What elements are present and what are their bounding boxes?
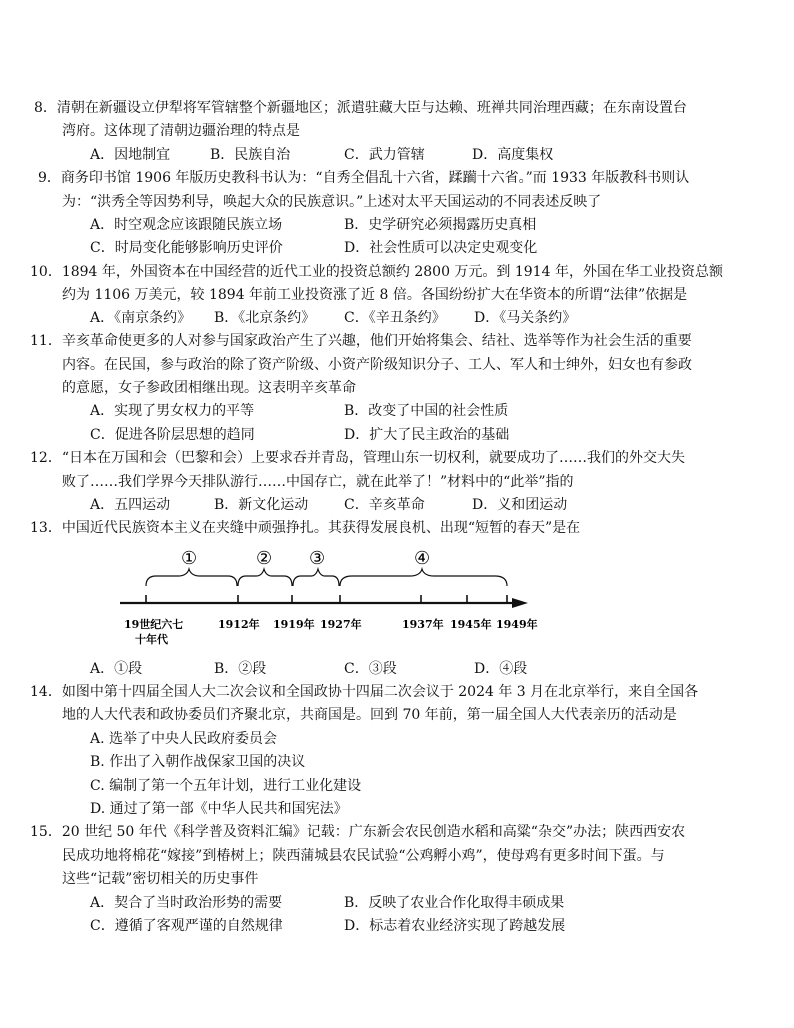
q12-option-b: B．新文化运动	[214, 497, 309, 513]
q14-option-d: D. 通过了第一部《中华人民共和国宪法》	[90, 801, 348, 817]
q11-option-b: B．改变了中国的社会性质	[344, 403, 509, 419]
q15-option-d: D．标志着农业经济实现了跨越发展	[344, 918, 566, 934]
q13-option-a: A．①段	[90, 661, 143, 677]
q15-line3: 这些“记载”密切相关的历史事件	[62, 871, 259, 887]
segment-3-label: ③	[309, 548, 326, 569]
q11-line1: 11．辛亥革命使更多的人对参与国家政治产生了兴趣，他们开始将集会、结社、选举等作为社会生活的重要	[30, 333, 692, 349]
q8-option-a: A．因地制宜	[90, 147, 171, 163]
q12-line2: 败了……我们学界今天排队游行……中国存亡，就在此举了！”材料中的“此举”指的	[62, 474, 574, 490]
q15-option-b: B．反映了农业合作化取得丰硕成果	[344, 895, 565, 911]
q9-line1: 9．商务印书馆 1906 年版历史教科书认为：“自秀全倡乱十六省，蹂躏十六省。”而 1933 年版教科书则认	[38, 170, 690, 186]
q14-option-c: C. 编制了第一个五年计划，进行工业化建设	[90, 778, 362, 794]
q10-option-c: C．《辛丑条约》	[344, 310, 446, 326]
tick-label-1860s-line1: 19世纪六七	[124, 618, 184, 631]
q8-line2: 湾府。这体现了清朝边疆治理的特点是	[62, 123, 300, 139]
q11-option-c: C．促进各阶层思想的趋同	[90, 427, 255, 443]
q14-line2: 地的人大代表和政协委员们齐聚北京，共商国是。回到 70 年前，第一届全国人大代表亲历的活动是	[62, 707, 677, 723]
q9-option-c: C．时局变化能够影响历史评价	[90, 240, 283, 256]
q9-option-b: B．史学研究必须揭露历史真相	[344, 217, 537, 233]
q9-option-a: A．时空观念应该跟随民族立场	[90, 217, 283, 233]
q12-option-c: C．辛亥革命	[344, 497, 425, 513]
q13-option-d: D．④段	[474, 661, 528, 677]
q12-option-a: A．五四运动	[90, 497, 171, 513]
timeline-diagram	[0, 542, 794, 652]
tick-label-1912: 1912年	[218, 618, 260, 631]
q10-line2: 约为 1106 万美元，较 1894 年前工业投资涨了近 8 倍。各国纷纷扩大在华资本的所谓“法律”依据是	[62, 287, 688, 303]
q15-line1: 15．20 世纪 50 年代《科学普及资料汇编》记载：广东新会农民创造水稻和高粱“杂交”办法；陕西西安农	[30, 824, 686, 840]
q8-option-d: D．高度集权	[472, 147, 554, 163]
segment-1-label: ①	[181, 548, 198, 569]
segment-4-label: ④	[414, 548, 431, 569]
q13-option-b: B．②段	[214, 661, 267, 677]
q8-option-b: B．民族自治	[210, 147, 291, 163]
segment-1-brace	[146, 569, 237, 586]
q10-line1: 10．1894 年，外国资本在中国经营的近代工业的投资总额约 2800 万元。到 1914 年，外国在华工业投资总额	[30, 264, 723, 280]
q12-option-d: D．义和团运动	[472, 497, 568, 513]
q13-option-c: C．③段	[344, 661, 397, 677]
q14-line1: 14．如图中第十四届全国人大二次会议和全国政协十四届二次会议于 2024 年 3 月在北京举行，来自全国各	[30, 684, 699, 700]
segment-2-brace	[238, 569, 292, 586]
q9-line2: 为：“洪秀全等因势利导，唤起大众的民族意识。”上述对太平天国运动的不同表述反映了	[62, 194, 602, 210]
q8-line1: 8．清朝在新疆设立伊犁将军管辖整个新疆地区；派遣驻藏大臣与达赖、班禅共同治理西藏；在东南设置台	[34, 100, 687, 116]
q8-option-c: C．武力管辖	[344, 147, 425, 163]
q13-line1: 13．中国近代民族资本主义在夹缝中顽强挣扎。其获得发展良机、出现“短暂的春天”是在	[30, 520, 581, 536]
tick-label-1927: 1927年	[320, 618, 362, 631]
tick-label-1937: 1937年	[402, 618, 444, 631]
q12-line1: 12．“日本在万国和会（巴黎和会）上要求吞并青岛，管理山东一切权利，就要成功了……我们的外交大失	[30, 450, 685, 466]
q10-option-b: B．《北京条约》	[214, 310, 316, 326]
q14-option-a: A. 选举了中央人民政府委员会	[90, 731, 278, 747]
segment-3-brace	[293, 569, 339, 586]
q11-line3: 的意愿，女子参政团相继出现。这表明辛亥革命	[62, 380, 356, 396]
q11-line2: 内容。在民国，参与政治的除了资产阶级、小资产阶级知识分子、工人、军人和士绅外，妇女也有参政	[62, 357, 692, 373]
q14-option-b: B. 作出了入朝作战保家卫国的决议	[90, 754, 306, 770]
segment-2-label: ②	[256, 548, 273, 569]
timeline-arrowhead	[512, 598, 528, 608]
segment-4-brace	[340, 569, 507, 586]
q15-line2: 民成功地将棉花“嫁接”到椿树上；陕西蒲城县农民试验“公鸡孵小鸡”，使母鸡有更多时间下蛋。与	[62, 848, 665, 864]
q10-option-a: A．《南京条约》	[90, 310, 192, 326]
tick-label-1949: 1949年	[496, 618, 538, 631]
q11-option-d: D．扩大了民主政治的基础	[344, 427, 510, 443]
tick-label-1860s-line2: 十年代	[135, 633, 168, 646]
q11-option-a: A．实现了男女权力的平等	[90, 403, 255, 419]
tick-label-1919: 1919年	[273, 618, 315, 631]
q15-option-a: A．契合了当时政治形势的需要	[90, 895, 283, 911]
q9-option-d: D．社会性质可以决定史观变化	[344, 240, 538, 256]
q10-option-d: D．《马关条约》	[474, 310, 577, 326]
q15-option-c: C．遵循了客观严谨的自然规律	[90, 918, 283, 934]
tick-label-1945: 1945年	[450, 618, 492, 631]
